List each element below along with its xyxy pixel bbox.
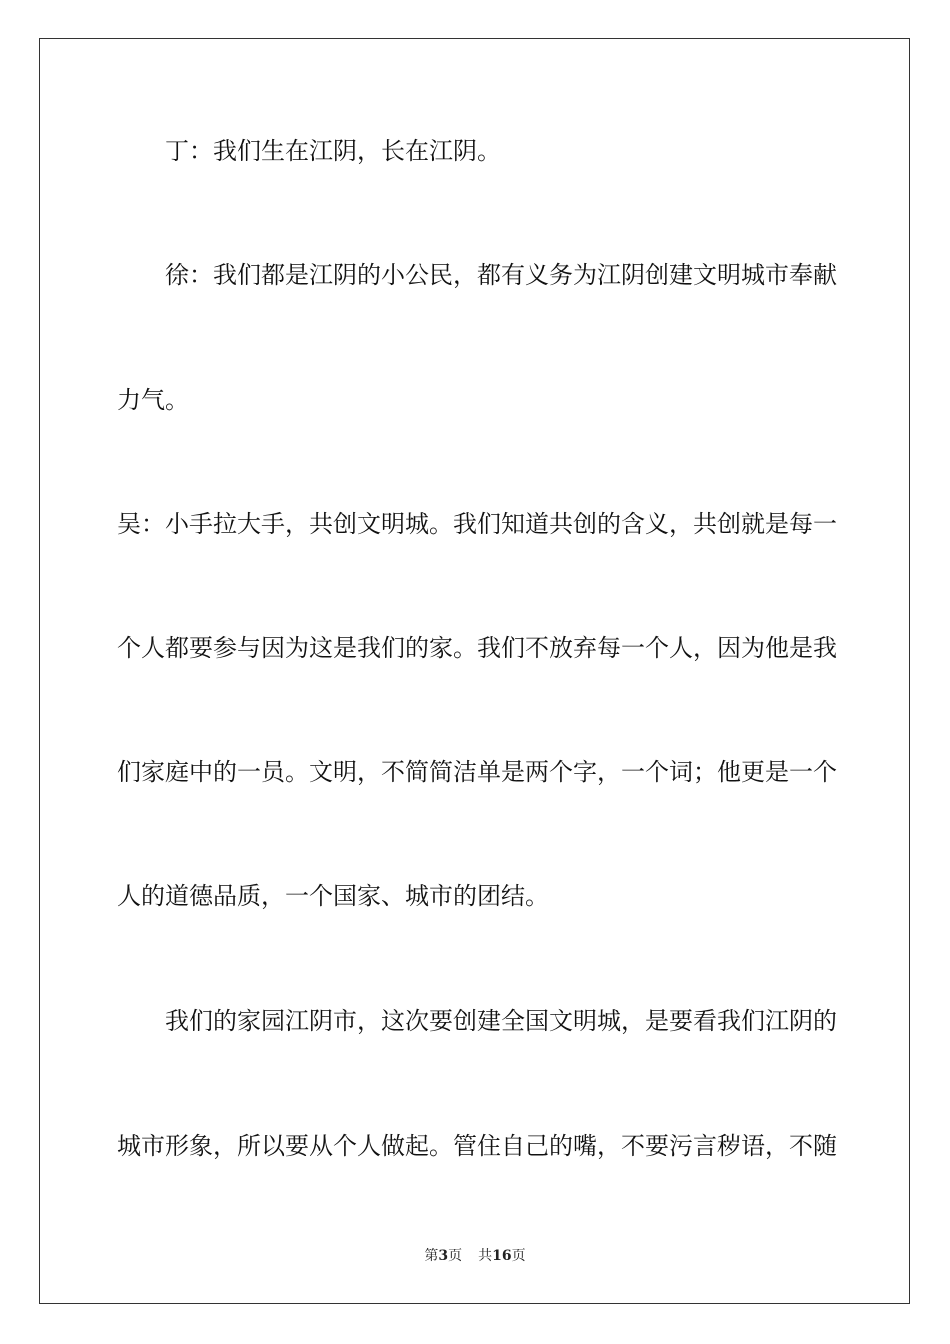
footer-total-suffix: 页 xyxy=(511,1248,526,1264)
paragraph-line-4: 吴：小手拉大手，共创文明城。我们知道共创的含义，共创就是每一 xyxy=(117,510,837,538)
paragraph-line-1: 丁：我们生在江阴，长在江阴。 xyxy=(165,137,501,165)
paragraph-line-6: 们家庭中的一员。文明，不简简洁单是两个字，一个词；他更是一个 xyxy=(117,758,837,786)
page-footer xyxy=(0,1246,950,1266)
footer-page-number: 3 xyxy=(438,1248,449,1264)
paragraph-line-5: 个人都要参与因为这是我们的家。我们不放弃每一个人，因为他是我 xyxy=(117,634,837,662)
footer-total-number: 16 xyxy=(492,1248,512,1264)
paragraph-line-3: 力气。 xyxy=(117,386,189,414)
page-border xyxy=(39,38,910,1304)
footer-page-prefix: 第 xyxy=(424,1248,439,1264)
paragraph-line-2: 徐：我们都是江阴的小公民，都有义务为江阴创建文明城市奉献 xyxy=(165,261,837,289)
paragraph-line-9: 城市形象，所以要从个人做起。管住自己的嘴，不要污言秽语，不随 xyxy=(117,1132,837,1160)
paragraph-line-8: 我们的家园江阴市，这次要创建全国文明城，是要看我们江阴的 xyxy=(165,1007,837,1035)
paragraph-line-7: 人的道德品质，一个国家、城市的团结。 xyxy=(117,882,549,910)
footer-page-suffix: 页 xyxy=(448,1248,463,1264)
footer-total-prefix: 共 xyxy=(478,1248,493,1264)
